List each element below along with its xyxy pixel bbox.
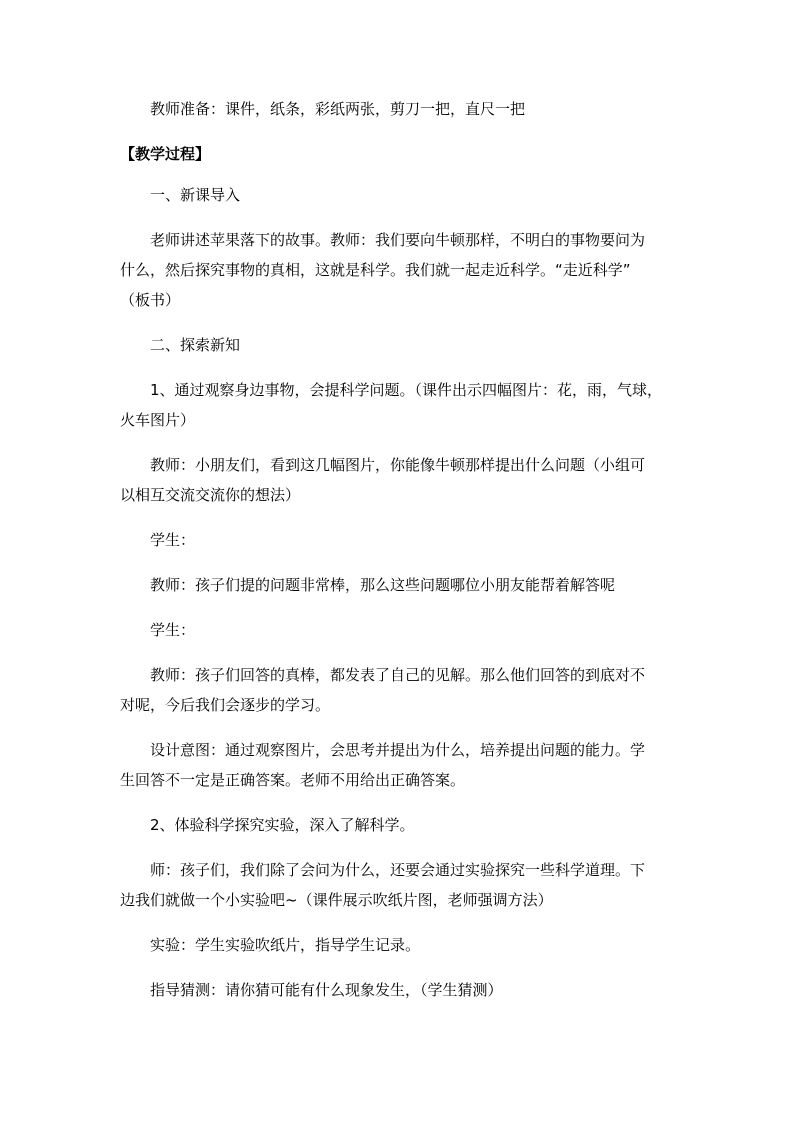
subheading-new-lesson-intro: 一、新课导入 bbox=[150, 186, 241, 204]
design-intent-line: 设计意图：通过观察图片，会思考并提出为什么，培养提出问题的能力。学 bbox=[150, 741, 646, 759]
subheading-explore-new-knowledge: 二、探索新知 bbox=[150, 336, 241, 354]
paragraph-line: 教师：孩子们提的问题非常棒，那么这些问题哪位小朋友能帮着解答呢 bbox=[150, 576, 616, 594]
paragraph-line: 教师：小朋友们，看到这几幅图片，你能像牛顿那样提出什么问题（小组可 bbox=[150, 456, 646, 474]
paragraph-line: 什么，然后探究事物的真相，这就是科学。我们就一起走近科学。“走近科学” bbox=[120, 261, 631, 279]
experiment-line: 实验：学生实验吹纸片，指导学生记录。 bbox=[150, 936, 421, 954]
paragraph-line: 1、通过观察身边事物，会提科学问题。（课件出示四幅图片：花，雨，气球， bbox=[150, 381, 663, 399]
design-intent-line: 生回答不一定是正确答案。老师不用给出正确答案。 bbox=[120, 771, 466, 789]
paragraph-line: （板书） bbox=[120, 291, 181, 309]
section-heading-teaching-process: 【教学过程】 bbox=[120, 145, 211, 163]
student-line: 学生： bbox=[150, 621, 196, 639]
student-line: 学生： bbox=[150, 531, 196, 549]
paragraph-line: 边我们就做一个小实验吧~（课件展示吹纸片图，老师强调方法） bbox=[120, 891, 553, 909]
paragraph-line: 以相互交流交流你的想法） bbox=[120, 486, 301, 504]
paragraph-line: 2、体验科学探究实验，深入了解科学。 bbox=[150, 816, 415, 834]
paragraph-line: 师：孩子们，我们除了会问为什么，还要会通过实验探究一些科学道理。下 bbox=[150, 861, 646, 879]
paragraph-line: 火车图片） bbox=[120, 411, 196, 429]
guided-guess-line: 指导猜测：请你猜可能有什么现象发生，（学生猜测） bbox=[150, 981, 503, 999]
paragraph-line: 对呢，今后我们会逐步的学习。 bbox=[120, 696, 331, 714]
paragraph-line: 老师讲述苹果落下的故事。教师：我们要向牛顿那样，不明白的事物要问为 bbox=[150, 231, 646, 249]
teacher-preparation-line: 教师准备：课件，纸条，彩纸两张，剪刀一把，直尺一把 bbox=[150, 100, 526, 118]
paragraph-line: 教师：孩子们回答的真棒，都发表了自己的见解。那么他们回答的到底对不 bbox=[150, 666, 646, 684]
